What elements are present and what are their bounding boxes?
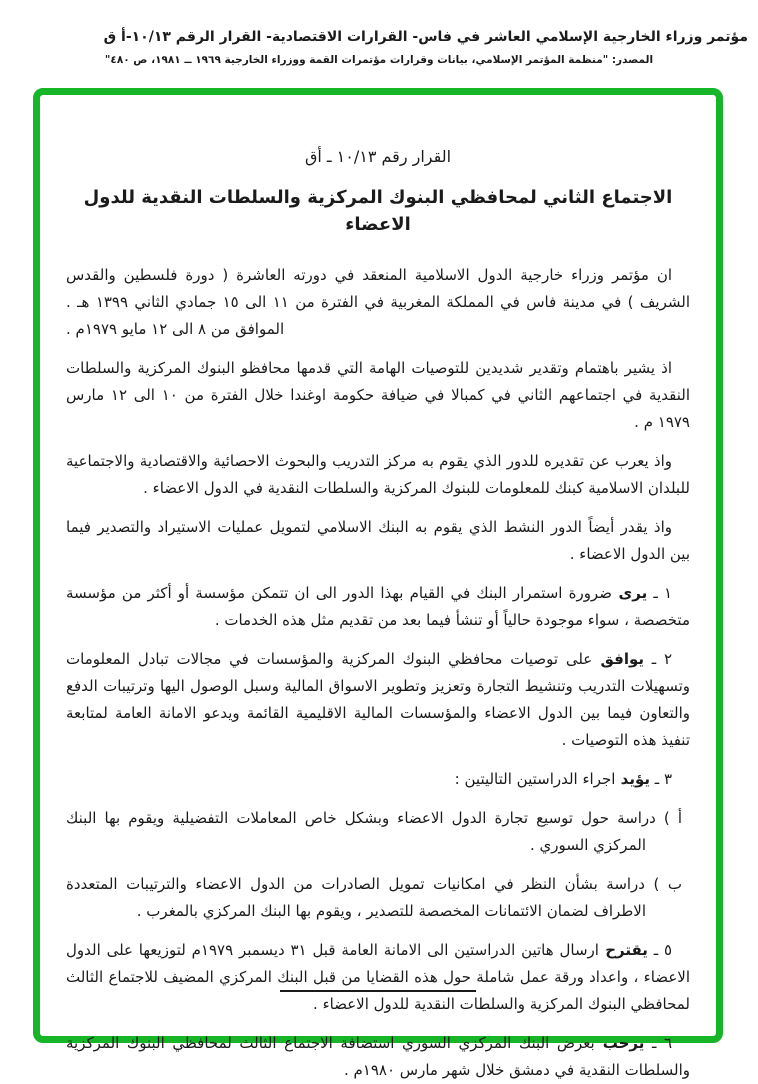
paragraph — [66, 871, 690, 925]
paragraph — [66, 1030, 690, 1084]
item-lead: يقترح — [598, 941, 648, 959]
item-text: ارسال هاتين الدراستين الى الامانة العامة قبل ٣١ ديسمبر ١٩٧٩م لتوزيعها على الدول الاعضاء ، واعداد ورقة عمل شاملة حول هذه القضايا من قبل البنك المركزي المضيف للاجتماع الثالث لمحافظي البنوك المركزية والسلطات النقدية للدول الاعضاء . — [66, 941, 690, 1013]
paragraph — [66, 514, 690, 568]
item-lead: يوافق — [592, 650, 645, 668]
item-text: دراسة حول توسيع تجارة الدول الاعضاء وبشكل خاص المعاملات التفضيلية ويقوم بها البنك المركزي السوري . — [66, 809, 656, 854]
item-number: ١ ـ — [647, 584, 672, 602]
document-body — [66, 262, 690, 1084]
header-title: مؤتمر وزراء الخارجية الإسلامي العاشر في فاس- القرارات الاقتصادية- القرار الرقم ١٠/١٣-أ ق — [103, 29, 748, 45]
resolution-number: القرار رقم ١٠/١٣ ـ أق — [304, 147, 452, 166]
item-text: دراسة بشأن النظر في امكانيات تمويل الصادرات من الدول الاعضاء والترتيبات المتعددة الاطراف لضمان الائتمانات المخصصة للتصدير ، ويقوم بها البنك المركزي بالمغرب . — [66, 875, 646, 920]
paragraph — [66, 937, 690, 1018]
item-text: اجراء الدراستين التاليتين : — [454, 770, 616, 788]
paragraph — [66, 805, 690, 859]
item-text: اذ يشير باهتمام وتقدير شديدين للتوصيات الهامة التي قدمها محافظو البنوك المركزية والسلطات النقدية في اجتماعهم الثاني في كمبالا في ضيافة حكومة اوغندا خلال الفترة من ١٠ الى ١٢ مارس ١٩٧٩ م . — [66, 359, 690, 431]
item-number: أ ) — [655, 809, 682, 827]
item-text: بعرض البنك المركزي السوري استضافة الاجتماع الثالث لمحافظي البنوك المركزية والسلطات النقدية في دمشق خلال شهر مارس ١٩٨٠م . — [66, 1034, 690, 1079]
item-text: واذ يقدر أيضاً الدور النشط الذي يقوم به البنك الاسلامي لتمويل عمليات الاستيراد والتصدير فيما بين الدول الاعضاء . — [66, 518, 690, 563]
page-header — [0, 26, 758, 68]
item-lead: يرحب — [594, 1034, 645, 1052]
item-number: ٥ ـ — [647, 941, 673, 959]
header-source: المصدر: "منظمة المؤتمر الإسلامي، بيانات وقرارات مؤتمرات القمة ووزراء الخارجية ١٩٦٩ ــ ١٩٨١، ص ٤٨٠" — [104, 54, 654, 66]
item-number: ب ) — [644, 875, 682, 893]
paragraph — [66, 448, 690, 502]
item-number: ٢ ـ — [644, 650, 672, 668]
paragraph — [66, 262, 690, 343]
item-text: على توصيات محافظي البنوك المركزية والمؤسسات في مجالات تبادل المعلومات وتسهيلات التدريب وتنشيط التجارة وتعزيز وتطوير الاسواق المالية وسبل الوصول اليها وترتيبات الدفع والتعاون فيما بين الدول الاعضاء والمؤسسات المالية الاقليمية القائمة ويدعو الامانة العامة لمتابعة تنفيذ هذه التوصيات . — [66, 650, 690, 749]
document-title: الاجتماع الثاني لمحافظي البنوك المركزية والسلطات النقدية للدول الاعضاء — [83, 187, 673, 235]
item-lead: يرى — [611, 584, 648, 602]
item-number: ٣ ـ — [650, 770, 672, 788]
item-lead: يؤيد — [615, 770, 650, 788]
item-text: ان مؤتمر وزراء خارجية الدول الاسلامية المنعقد في دورته العاشرة ( دورة فلسطين والقدس الشريف ) في مدينة فاس في المملكة المغربية في الفترة من ١١ الى ١٥ جمادي الثاني ١٣٩٩ هـ . الموافق من ٨ الى ١٢ مايو ١٩٧٩م . — [66, 266, 690, 338]
separator-line — [280, 990, 476, 992]
document-content — [40, 95, 716, 1079]
item-text: واذ يعرب عن تقديره للدور الذي يقوم به مركز التدريب والبحوث الاحصائية والاقتصادية والاجتماعية للبلدان الاسلامية كبنك للمعلومات للبنوك المركزية والسلطات النقدية في الدول الاعضاء . — [66, 452, 690, 497]
item-text: ضرورة استمرار البنك في القيام بهذا الدور الى ان تتمكن مؤسسة أو أكثر من مؤسسة متخصصة ، سواء موجودة حالياً أو تنشأ فيما بعد من تقديم مثل هذه الخدمات . — [66, 584, 690, 629]
paragraph — [66, 580, 690, 634]
item-number: ٦ ـ — [644, 1034, 672, 1052]
paragraph — [66, 355, 690, 436]
paragraph — [66, 646, 690, 754]
paragraph — [66, 766, 690, 793]
document-frame — [33, 88, 723, 1079]
